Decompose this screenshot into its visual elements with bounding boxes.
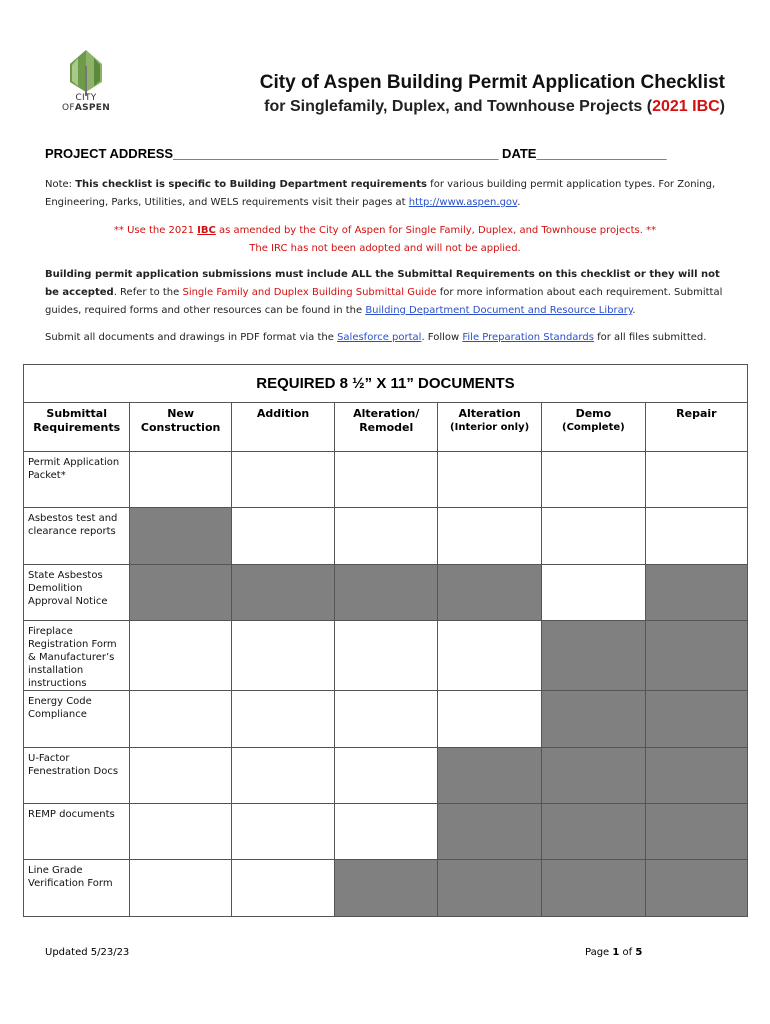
- not-applicable-cell: [541, 691, 645, 748]
- not-applicable-cell: [231, 565, 334, 621]
- table-row: [24, 804, 748, 860]
- column-header-sublabel: (Interior only): [450, 422, 530, 433]
- checkbox-cell[interactable]: [130, 860, 231, 917]
- checkbox-cell[interactable]: [231, 621, 334, 691]
- checkbox-cell[interactable]: [438, 691, 542, 748]
- table-row: [24, 452, 748, 508]
- column-header: [438, 403, 542, 452]
- salesforce-portal-link[interactable]: Salesforce portal: [337, 332, 422, 343]
- checkbox-cell[interactable]: [335, 508, 438, 565]
- requirement-label: REMP documents: [24, 804, 130, 860]
- requirement-label: State Asbestos Demolition Approval Notice: [24, 565, 130, 621]
- project-address-line: PROJECT ADDRESS_____________________________________________ DATE__________________: [45, 146, 667, 161]
- checkbox-cell[interactable]: [130, 691, 231, 748]
- column-header: [645, 403, 747, 452]
- checklist-note: Note: This checklist is specific to Building Department requirements for various building permit application types. For Zoning, Engineering, Parks, Utilities, and WELS requirements visit their pages at http://www.aspen.gov.: [45, 179, 716, 208]
- aspen-gov-link[interactable]: http://www.aspen.gov: [408, 197, 518, 208]
- table-row: [24, 691, 748, 748]
- ibc-notice: ** Use the 2021 IBC as amended by the City of Aspen for Single Family, Duplex, and Townhouse projects. ** The IRC has not been adopted and will not be applied.: [113, 225, 657, 254]
- checkbox-cell[interactable]: [130, 804, 231, 860]
- table-row: [24, 748, 748, 804]
- column-header-label: Alteration: [458, 407, 521, 420]
- checkbox-cell[interactable]: [438, 621, 542, 691]
- checkbox-cell[interactable]: [645, 508, 747, 565]
- checkbox-cell[interactable]: [231, 508, 334, 565]
- checkbox-cell[interactable]: [231, 860, 334, 917]
- not-applicable-cell: [645, 860, 747, 917]
- column-header: [24, 403, 130, 452]
- not-applicable-cell: [335, 860, 438, 917]
- table-row: [24, 508, 748, 565]
- column-header-sublabel: (Complete): [562, 422, 625, 433]
- table-body: [24, 452, 748, 917]
- resource-library-link[interactable]: Building Department Document and Resource Library: [365, 305, 633, 316]
- column-header-label: Alteration/ Remodel: [353, 407, 420, 434]
- not-applicable-cell: [645, 621, 747, 691]
- checkbox-cell[interactable]: [541, 565, 645, 621]
- requirement-label: Line Grade Verification Form: [24, 860, 130, 917]
- checkbox-cell[interactable]: [231, 748, 334, 804]
- page-number: Page 1 of 5: [585, 947, 643, 958]
- updated-date: Updated 5/23/23: [45, 947, 130, 958]
- submittal-requirements-paragraph: Building permit application submissions must include ALL the Submittal Requirements on this checklist or they will not be accepted. Refer to the Single Family and Duplex Building Submittal Guide for more information about each requirement. Submittal guides, required forms and other resources can be found in the Building Department Document and Resource Library.: [45, 269, 723, 316]
- page-title: City of Aspen Building Permit Application Checklist: [259, 72, 725, 93]
- checkbox-cell[interactable]: [335, 691, 438, 748]
- not-applicable-cell: [541, 860, 645, 917]
- requirement-label: U-Factor Fenestration Docs: [24, 748, 130, 804]
- not-applicable-cell: [645, 565, 747, 621]
- column-header: [130, 403, 231, 452]
- not-applicable-cell: [438, 565, 542, 621]
- requirement-label: Energy Code Compliance: [24, 691, 130, 748]
- checkbox-cell[interactable]: [130, 621, 231, 691]
- checkbox-cell[interactable]: [335, 804, 438, 860]
- not-applicable-cell: [541, 804, 645, 860]
- not-applicable-cell: [645, 748, 747, 804]
- not-applicable-cell: [438, 860, 542, 917]
- table-header-row: [24, 403, 748, 452]
- not-applicable-cell: [645, 804, 747, 860]
- not-applicable-cell: [645, 691, 747, 748]
- not-applicable-cell: [541, 621, 645, 691]
- requirement-label: Fireplace Registration Form & Manufacturer’s installation instructions: [24, 621, 130, 691]
- checkbox-cell[interactable]: [231, 691, 334, 748]
- checkbox-cell[interactable]: [335, 452, 438, 508]
- column-header-label: New Construction: [140, 407, 221, 434]
- checkbox-cell[interactable]: [541, 452, 645, 508]
- checkbox-cell[interactable]: [541, 508, 645, 565]
- column-header-label: Submittal Requirements: [33, 407, 121, 434]
- table-title: REQUIRED 8 ½” X 11” DOCUMENTS: [24, 365, 748, 403]
- column-header: [541, 403, 645, 452]
- not-applicable-cell: [130, 508, 231, 565]
- column-header-label: Repair: [676, 407, 717, 420]
- checkbox-cell[interactable]: [231, 452, 334, 508]
- checkbox-cell[interactable]: [335, 621, 438, 691]
- not-applicable-cell: [130, 565, 231, 621]
- column-header: [335, 403, 438, 452]
- aspen-leaf-icon: [50, 48, 122, 96]
- column-header-label: Addition: [256, 407, 310, 420]
- column-header-label: Demo: [575, 407, 612, 420]
- logo-wordmark: CITY OFASPEN: [61, 93, 111, 113]
- table-row: [24, 621, 748, 691]
- checkbox-cell[interactable]: [645, 452, 747, 508]
- checkbox-cell[interactable]: [335, 748, 438, 804]
- checkbox-cell[interactable]: [438, 452, 542, 508]
- page-subtitle: for Singlefamily, Duplex, and Townhouse Projects (2021 IBC): [264, 98, 725, 115]
- submittal-guide-link[interactable]: Single Family and Duplex Building Submittal Guide: [182, 287, 437, 298]
- not-applicable-cell: [438, 804, 542, 860]
- checkbox-cell[interactable]: [231, 804, 334, 860]
- checkbox-cell[interactable]: [130, 452, 231, 508]
- required-documents-table: [23, 364, 748, 917]
- requirement-label: Permit Application Packet*: [24, 452, 130, 508]
- not-applicable-cell: [438, 748, 542, 804]
- not-applicable-cell: [335, 565, 438, 621]
- checkbox-cell[interactable]: [438, 508, 542, 565]
- column-header: [231, 403, 334, 452]
- requirement-label: Asbestos test and clearance reports: [24, 508, 130, 565]
- checkbox-cell[interactable]: [130, 748, 231, 804]
- table-row: [24, 565, 748, 621]
- not-applicable-cell: [541, 748, 645, 804]
- table-row: [24, 860, 748, 917]
- submit-pdf-paragraph: Submit all documents and drawings in PDF format via the Salesforce portal. Follow File Preparation Standards for all files submitted.: [45, 332, 707, 343]
- file-preparation-standards-link[interactable]: File Preparation Standards: [462, 332, 594, 343]
